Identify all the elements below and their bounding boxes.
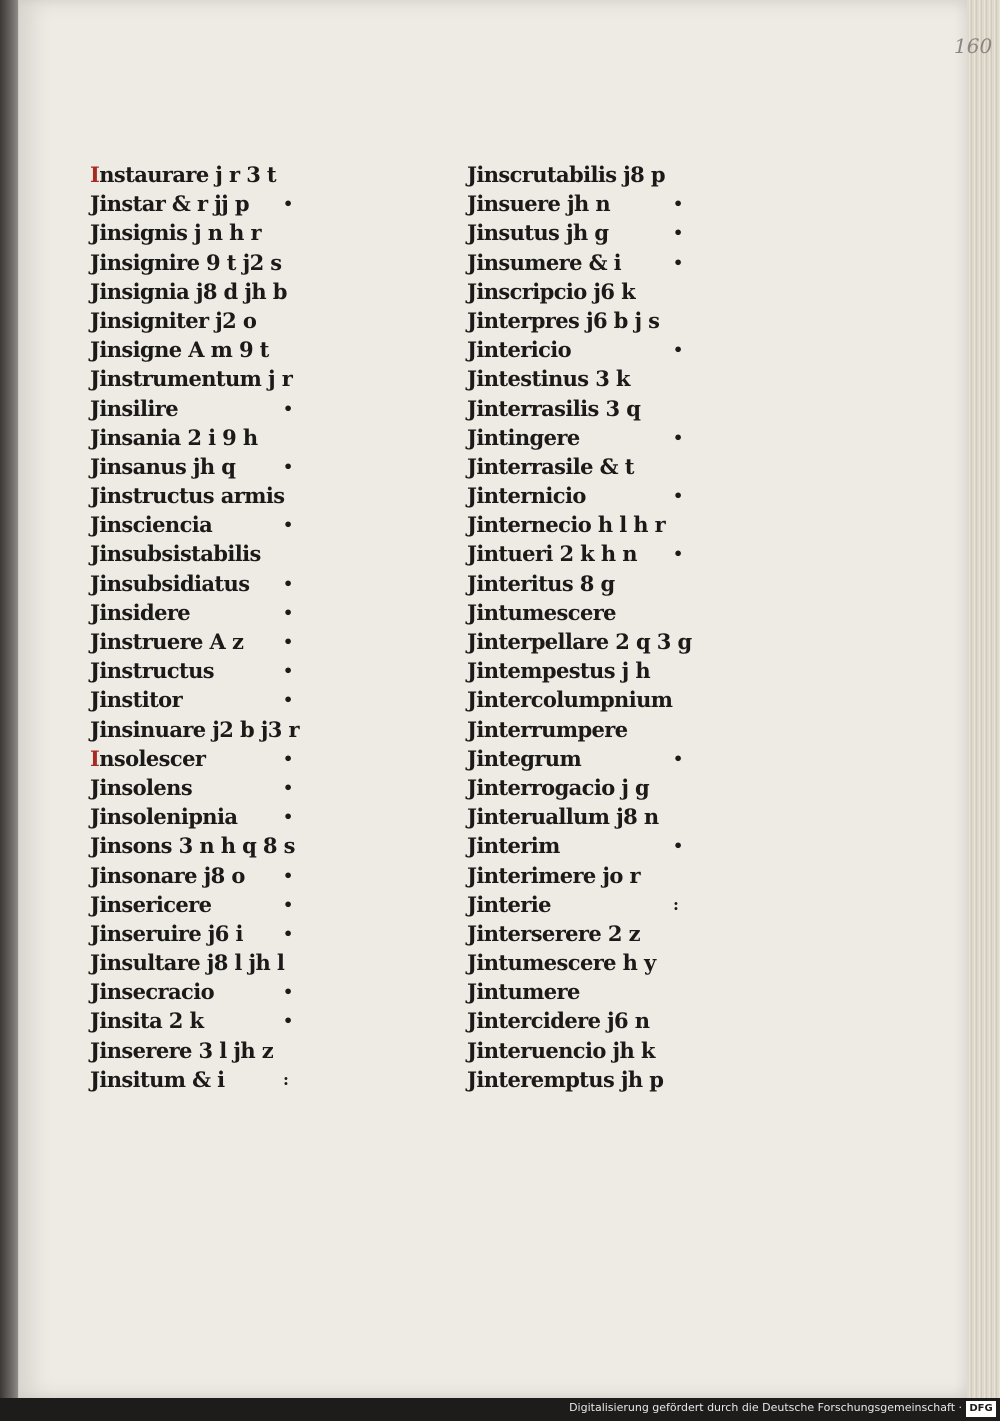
- index-entry: [467, 160, 767, 189]
- entry-text: [90, 919, 243, 948]
- funding-credit: Digitalisierung gefördert durch die Deutsche Forschungsgemeinschaft ·: [569, 1401, 962, 1414]
- entry-text: [467, 510, 665, 539]
- entry-mark: :: [283, 1069, 289, 1089]
- index-entry: [467, 598, 767, 627]
- entry-text: [467, 364, 630, 393]
- index-entry: [90, 452, 400, 481]
- entry-text: [467, 773, 649, 802]
- entry-word: Jinterim: [467, 833, 560, 859]
- entry-text: [90, 394, 178, 423]
- entry-text: [467, 335, 571, 364]
- index-entry: [90, 510, 400, 539]
- entry-text: [467, 394, 640, 423]
- entry-text: [90, 685, 182, 714]
- entry-word: Jinsilire: [90, 395, 178, 421]
- entry-word: Jinsitum & i: [90, 1066, 225, 1092]
- entry-mark: •: [673, 544, 683, 564]
- index-entry: [90, 335, 400, 364]
- entry-text: [90, 1006, 203, 1035]
- index-entry: [90, 364, 400, 393]
- index-entry: [467, 656, 767, 685]
- index-entry: [90, 773, 400, 802]
- entry-mark: •: [283, 194, 293, 214]
- footer-bar: [0, 1398, 1000, 1421]
- index-entry: [467, 744, 767, 773]
- index-entry: [467, 481, 767, 510]
- index-entry: [90, 802, 400, 831]
- index-entry: [467, 802, 767, 831]
- entry-mark: •: [283, 456, 293, 476]
- index-entry: [90, 656, 400, 685]
- entry-word: Jinsumere & i: [467, 249, 622, 275]
- index-entry: [90, 831, 400, 860]
- entry-word: Jinstructus armis: [90, 483, 285, 509]
- entry-text: [467, 1036, 655, 1065]
- entry-text: [90, 977, 214, 1006]
- index-entry: [90, 685, 400, 714]
- index-entry: [467, 715, 767, 744]
- entry-text: [90, 831, 295, 860]
- entry-word: Jinsidere: [90, 599, 191, 625]
- index-entry: [467, 977, 767, 1006]
- entry-word: Jinseruire j6 i: [90, 920, 243, 946]
- index-entry: [467, 1006, 767, 1035]
- entry-text: [467, 831, 560, 860]
- index-entry: [90, 539, 400, 568]
- index-entry: [467, 364, 767, 393]
- entry-word: Jinternecio h l h r: [467, 512, 666, 538]
- entry-text: [467, 656, 650, 685]
- entry-word: Jinterrumpere: [467, 716, 628, 742]
- index-entry: [467, 890, 767, 919]
- index-entry: [90, 977, 400, 1006]
- index-entry: [467, 218, 767, 247]
- entry-text: [467, 948, 656, 977]
- entry-text: [467, 977, 580, 1006]
- entry-word: nstaurare j r 3 t: [99, 162, 277, 187]
- entry-text: [90, 248, 282, 277]
- entry-text: [90, 481, 284, 510]
- entry-text: [90, 160, 276, 189]
- entry-word: Jinsubsistabilis: [90, 541, 261, 567]
- entry-mark: •: [673, 194, 683, 214]
- entry-text: [467, 1006, 649, 1035]
- entry-mark: •: [673, 836, 683, 856]
- entry-text: [467, 248, 621, 277]
- entry-word: Jinsciencia: [90, 512, 213, 538]
- index-entry: [467, 861, 767, 890]
- index-entry: [90, 189, 400, 218]
- entry-word: Jinstructus: [90, 658, 215, 684]
- entry-word: Jinscrutabilis j8 p: [467, 162, 665, 187]
- entry-word: Jinstitor: [90, 687, 183, 713]
- index-entry: [467, 685, 767, 714]
- entry-word: Jintumescere h y: [467, 950, 656, 976]
- index-entry: [90, 1036, 400, 1065]
- entry-word: Jinterpellare 2 q 3 g: [467, 629, 692, 654]
- entry-word: Jinsignia j8 d jh b: [90, 278, 287, 304]
- index-entry: [467, 423, 767, 452]
- entry-mark: •: [283, 777, 293, 797]
- entry-word: Jintempestus j h: [467, 658, 651, 684]
- index-entry: [467, 627, 767, 656]
- index-entry: [467, 510, 767, 539]
- entry-word: Jinterrasile & t: [467, 453, 634, 479]
- entry-text: [467, 423, 580, 452]
- entry-word: Jinsultare j8 l jh l: [90, 950, 285, 976]
- index-entry: [467, 569, 767, 598]
- entry-text: [467, 890, 551, 919]
- entry-mark: •: [283, 1011, 293, 1031]
- entry-word: Jinteruallum j8 n: [467, 804, 659, 830]
- entry-mark: •: [673, 748, 683, 768]
- index-entry: [467, 189, 767, 218]
- entry-text: [467, 306, 659, 335]
- index-entry: [90, 744, 400, 773]
- entry-mark: •: [283, 894, 293, 914]
- entry-mark: •: [283, 632, 293, 651]
- entry-word: Jinteruencio jh k: [467, 1037, 655, 1063]
- entry-text: [90, 218, 261, 247]
- entry-text: [90, 773, 192, 802]
- entry-word: Jintercidere j6 n: [467, 1008, 650, 1034]
- entry-text: [90, 306, 256, 335]
- index-entry: [90, 248, 400, 277]
- folio-number: 160: [954, 34, 993, 58]
- entry-text: [90, 277, 287, 306]
- entry-text: [90, 364, 292, 393]
- entry-text: [90, 598, 190, 627]
- entry-mark: •: [673, 223, 683, 243]
- entry-text: [467, 627, 692, 656]
- entry-text: [467, 481, 586, 510]
- entry-text: [90, 452, 235, 481]
- entry-word: Jinsolens: [90, 774, 193, 800]
- index-entry: [90, 277, 400, 306]
- entry-word: Jinsania 2 i 9 h: [90, 424, 258, 450]
- entry-text: [90, 802, 237, 831]
- entry-word: nsolescer: [99, 745, 206, 771]
- entry-mark: •: [283, 748, 293, 768]
- index-entry: [90, 1065, 400, 1094]
- index-entry: [90, 598, 400, 627]
- entry-text: [467, 919, 640, 948]
- entry-text: [467, 452, 634, 481]
- index-entry: [467, 948, 767, 977]
- entry-text: [90, 715, 299, 744]
- entry-word: Jinterpres j6 b j s: [467, 307, 660, 333]
- entry-text: [467, 160, 665, 189]
- entry-word: Jinterrogacio j g: [467, 774, 650, 800]
- entry-mark: •: [283, 982, 293, 1002]
- entry-word: Jinteremptus jh p: [467, 1066, 664, 1092]
- entry-word: Jintingere: [467, 424, 580, 450]
- index-entry: [467, 277, 767, 306]
- index-entry: [90, 715, 400, 744]
- entry-word: Jinsecracio: [90, 979, 214, 1005]
- entry-word: Jinterserere 2 z: [467, 920, 640, 946]
- entry-mark: •: [673, 427, 683, 447]
- entry-text: [467, 1065, 663, 1094]
- entry-word: Jinstruere A z: [90, 629, 244, 654]
- entry-word: Jinsanus jh q: [90, 453, 236, 479]
- index-entry: [467, 306, 767, 335]
- entry-text: [90, 510, 212, 539]
- entry-text: [467, 598, 616, 627]
- entry-text: [90, 656, 214, 685]
- entry-word: Jinsolenipnia: [90, 804, 238, 830]
- index-entry: [467, 452, 767, 481]
- right-index-column: [467, 160, 767, 1094]
- entry-mark: •: [673, 252, 683, 272]
- entry-mark: :: [673, 894, 679, 914]
- dfg-logo-icon: DFG: [966, 1401, 996, 1417]
- index-entry: [467, 1036, 767, 1065]
- entry-mark: •: [673, 340, 683, 360]
- entry-word: Jinterrasilis 3 q: [467, 395, 641, 421]
- index-entry: [467, 773, 767, 802]
- entry-word: Jinsinuare j2 b j3 r: [90, 716, 299, 742]
- entry-mark: •: [283, 661, 293, 681]
- index-entry: [90, 423, 400, 452]
- entry-word: Jinsita 2 k: [90, 1008, 204, 1034]
- index-entry: [90, 306, 400, 335]
- index-entry: [90, 890, 400, 919]
- entry-word: Jinsubsidiatus: [90, 570, 250, 596]
- entry-mark: •: [283, 515, 293, 535]
- entry-text: [90, 189, 249, 218]
- index-entry: [90, 569, 400, 598]
- entry-word: Jinsuere jh n: [467, 191, 611, 217]
- index-entry: [467, 394, 767, 423]
- entry-word: Jintueri 2 k h n: [467, 541, 637, 567]
- index-entry: [467, 248, 767, 277]
- entry-text: [467, 277, 635, 306]
- entry-text: [90, 948, 284, 977]
- entry-text: [467, 685, 672, 714]
- entry-word: Jinsons 3 n h q 8 s: [90, 833, 295, 859]
- entry-text: [90, 861, 245, 890]
- entry-word: Jinserere 3 l jh z: [90, 1037, 274, 1063]
- entry-word: Jintestinus 3 k: [467, 366, 630, 392]
- entry-text: [467, 189, 610, 218]
- entry-text: [90, 569, 249, 598]
- entry-text: [90, 1065, 225, 1094]
- entry-mark: •: [283, 602, 293, 622]
- entry-text: [90, 627, 243, 656]
- entry-text: [90, 335, 269, 364]
- index-entry: [467, 919, 767, 948]
- index-entry: [90, 481, 400, 510]
- entry-mark: •: [283, 690, 293, 710]
- entry-word: Jintericio: [467, 337, 572, 363]
- entry-text: [90, 744, 205, 773]
- index-entry: [467, 1065, 767, 1094]
- entry-mark: •: [283, 923, 293, 943]
- entry-text: [90, 1036, 273, 1065]
- entry-word: Jinterimere jo r: [467, 862, 640, 888]
- entry-word: Jintercolumpnium: [467, 687, 673, 713]
- entry-word: Jinternicio: [467, 483, 586, 509]
- entry-word: Jinsigniter j2 o: [90, 307, 257, 333]
- left-index-column: [90, 160, 400, 1094]
- entry-word: Jintegrum: [467, 745, 582, 771]
- rubric-initial: I: [90, 162, 100, 187]
- index-entry: [90, 1006, 400, 1035]
- index-entry: [90, 861, 400, 890]
- index-entry: [90, 160, 400, 189]
- entry-word: Jinsignis j n h r: [90, 220, 261, 246]
- index-entry: [467, 539, 767, 568]
- entry-text: [467, 861, 640, 890]
- entry-word: Jintumescere: [467, 599, 616, 625]
- entry-word: Jinsignire 9 t j2 s: [90, 249, 282, 275]
- entry-text: [467, 715, 628, 744]
- entry-word: Jinterie: [467, 891, 551, 917]
- entry-word: Jinstar & r jj p: [90, 191, 249, 217]
- entry-text: [467, 218, 608, 247]
- index-entry: [90, 394, 400, 423]
- entry-mark: •: [283, 398, 293, 418]
- entry-word: Jintumere: [467, 979, 580, 1005]
- index-entry: [90, 948, 400, 977]
- entry-word: Jinsutus jh g: [467, 220, 609, 246]
- entry-mark: •: [283, 807, 293, 827]
- entry-text: [90, 423, 258, 452]
- entry-text: [467, 744, 581, 773]
- entry-text: [467, 802, 659, 831]
- rubric-initial: I: [90, 745, 100, 771]
- entry-word: Jinstrumentum j r: [90, 366, 293, 392]
- index-entry: [467, 335, 767, 364]
- entry-word: Jinscripcio j6 k: [467, 278, 636, 304]
- index-entry: [90, 919, 400, 948]
- index-entry: [90, 218, 400, 247]
- index-entry: [467, 831, 767, 860]
- entry-word: Jinteritus 8 g: [467, 570, 615, 596]
- entry-text: [467, 569, 615, 598]
- entry-text: [90, 890, 211, 919]
- entry-word: Jinsigne A m 9 t: [90, 337, 269, 363]
- index-entry: [90, 627, 400, 656]
- entry-mark: •: [673, 486, 683, 506]
- entry-mark: •: [283, 573, 293, 593]
- entry-mark: •: [283, 865, 293, 885]
- entry-word: Jinsonare j8 o: [90, 862, 245, 888]
- entry-text: [467, 539, 637, 568]
- entry-word: Jinsericere: [90, 891, 212, 917]
- entry-text: [90, 539, 261, 568]
